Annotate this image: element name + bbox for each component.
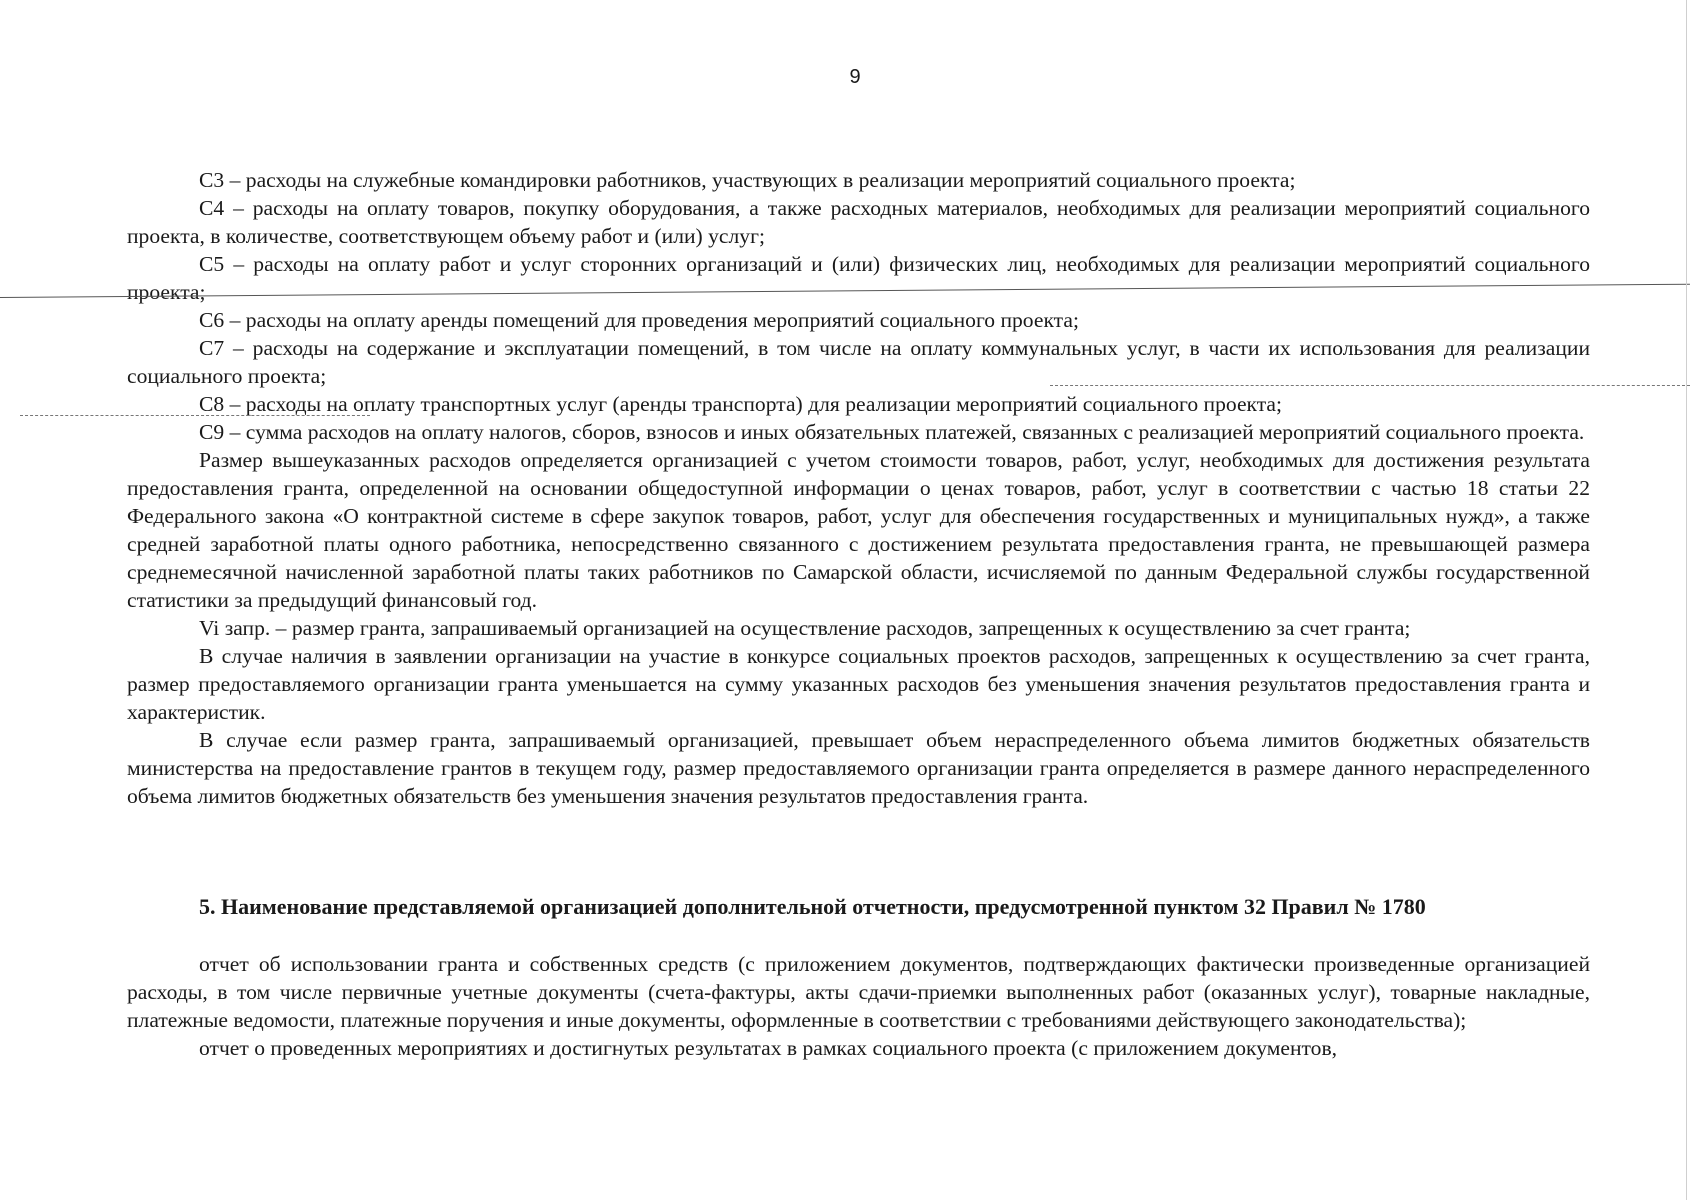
scan-artifact-edge: [1686, 0, 1687, 1200]
paragraph-prohibited-expenses: В случае наличия в заявлении организации на участие в конкурсе социальных проектов расходов, запрещенных к осуществлению за счет гранта, размер предоставляемого организации гранта уменьшается на сумму указанных расходов без уменьшения значения результатов предоставления гранта и характеристик.: [127, 644, 1590, 724]
page-number: 9: [849, 66, 861, 88]
body-text-bottom: [127, 950, 1590, 1062]
paragraph-c7: С7 – расходы на содержание и эксплуатации помещений, в том числе на оплату коммунальных услуг, в части их использования для реализации социального проекта;: [127, 336, 1590, 388]
paragraph-vi-zapr: Vi запр. – размер гранта, запрашиваемый организацией на осуществление расходов, запрещенных к осуществлению за счет гранта;: [199, 616, 1411, 640]
paragraph-c3: С3 – расходы на служебные командировки работников, участвующих в реализации мероприятий социального проекта;: [199, 168, 1296, 192]
body-text-top: [127, 166, 1590, 810]
paragraph-grant-usage-report: отчет об использовании гранта и собственных средств (с приложением документов, подтверждающих фактически произведенные организацией расходы, в том числе первичные учетные документы (счета-фактуры, акты сдачи-приемки выполненных работ (оказанных услуг), товарные накладные, платежные ведомости, платежные поручения и иные документы, оформленные в соответствии с требованиями действующего законодательства);: [127, 952, 1590, 1032]
paragraph-c8: С8 – расходы на оплату транспортных услуг (аренды транспорта) для реализации мероприятий социального проекта;: [199, 392, 1283, 416]
scan-artifact-dash: [20, 415, 370, 416]
paragraph-c9: С9 – сумма расходов на оплату налогов, сборов, взносов и иных обязательных платежей, связанных с реализацией мероприятий социального проекта.: [199, 420, 1585, 444]
paragraph-c6: С6 – расходы на оплату аренды помещений для проведения мероприятий социального проекта;: [199, 308, 1079, 332]
paragraph-expense-size: Размер вышеуказанных расходов определяется организацией с учетом стоимости товаров, работ, услуг, необходимых для достижения результата предоставления гранта, определенной на основании общедоступной информации о ценах товаров, работ, услуг в соответствии с частью 18 статьи 22 Федерального закона «О контрактной системе в сфере закупок товаров, работ, услуг для обеспечения государственных и муниципальных нужд», а также средней заработной платы одного работника, непосредственно связанного с достижением результата предоставления гранта, не превышающей размера среднемесячной начисленной заработной платы таких работников по Самарской области, исчисляемой по данным Федеральной службы государственной статистики за предыдущий финансовый год.: [127, 448, 1590, 612]
paragraph-events-report: отчет о проведенных мероприятиях и достигнутых результатах в рамках социального проекта (с приложением документов,: [199, 1036, 1338, 1060]
paragraph-c4: С4 – расходы на оплату товаров, покупку оборудования, а также расходных материалов, необходимых для реализации мероприятий социального проекта, в количестве, соответствующем объему работ и (или) услуг;: [127, 196, 1590, 248]
section-heading: 5. Наименование представляемой организацией дополнительной отчетности, предусмотренной пунктом 32 Правил № 1780: [199, 894, 1426, 919]
paragraph-c5: С5 – расходы на оплату работ и услуг сторонних организаций и (или) физических лиц, необходимых для реализации мероприятий социального проекта;: [127, 252, 1590, 304]
scan-artifact-dash: [1050, 385, 1690, 386]
paragraph-limit-exceeded: В случае если размер гранта, запрашиваемый организацией, превышает объем нераспределенного объема лимитов бюджетных обязательств министерства на предоставление грантов в текущем году, размер предоставляемого организации гранта определяется в размере данного нераспределенного объема лимитов бюджетных обязательств без уменьшения значения результатов предоставления гранта.: [127, 728, 1590, 808]
